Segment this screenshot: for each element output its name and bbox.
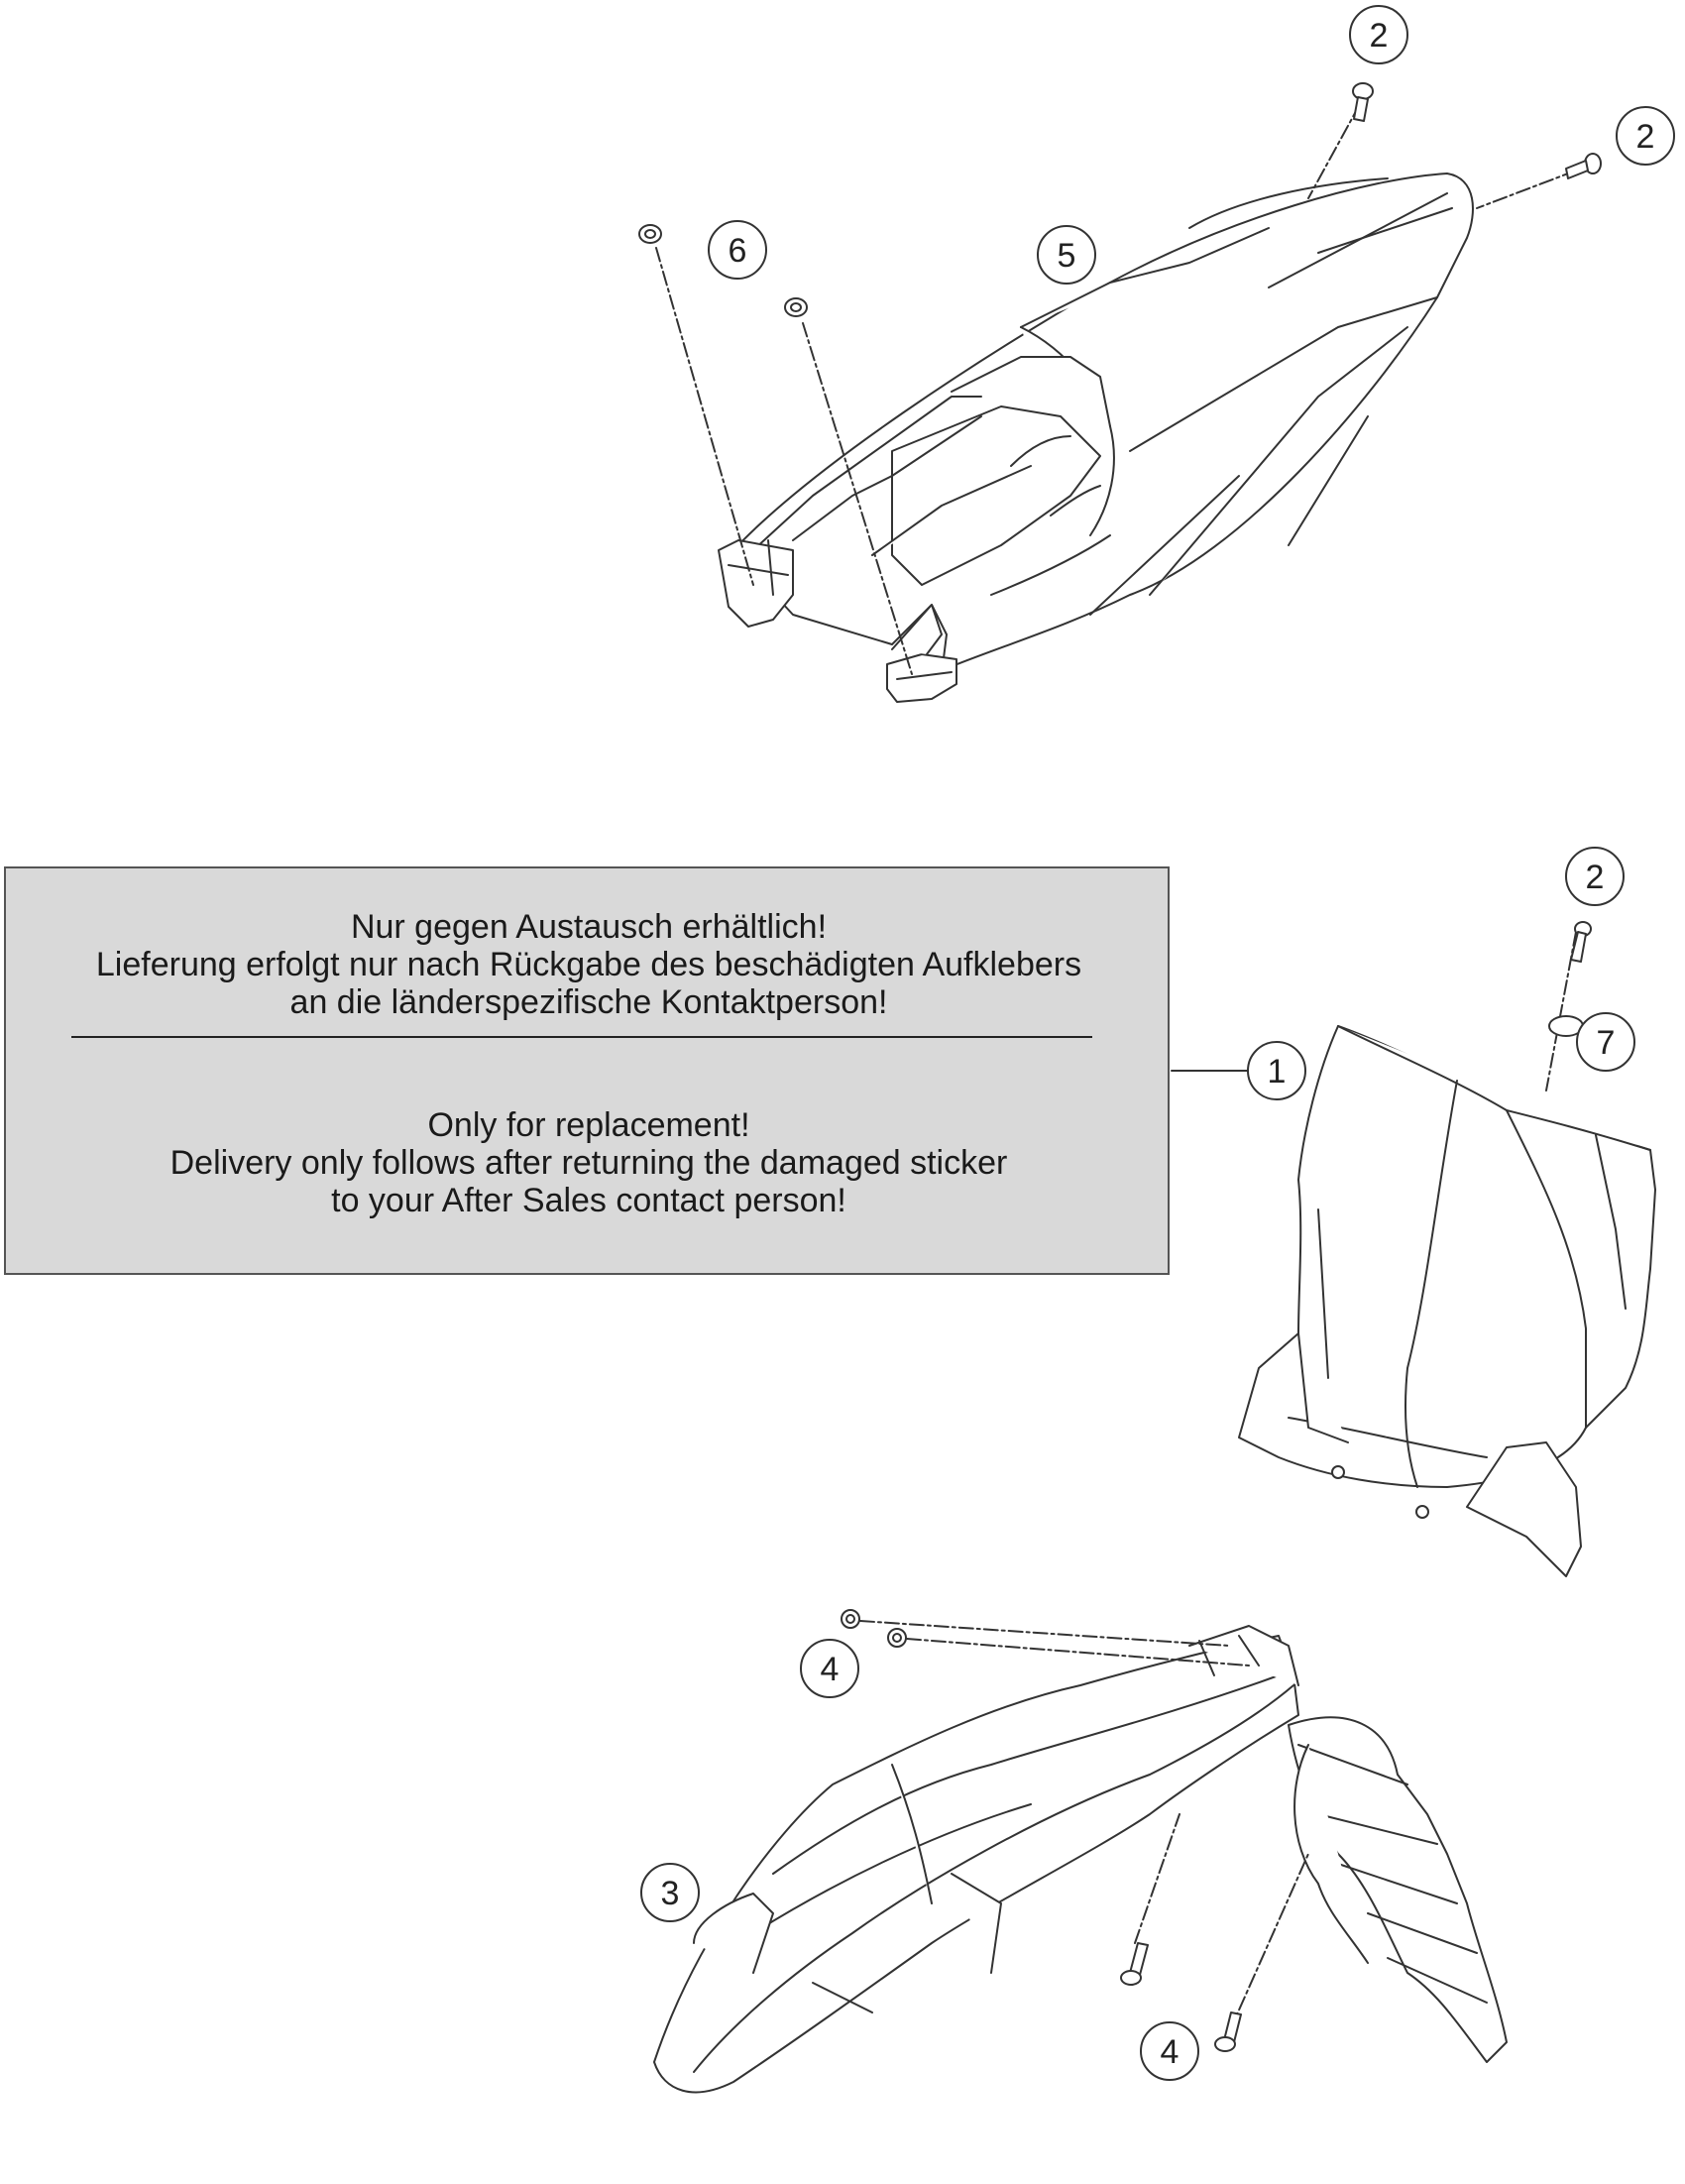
screw-4-bottom-b bbox=[1215, 2012, 1241, 2051]
svg-text:5: 5 bbox=[1057, 237, 1076, 275]
notice-english-line-3: to your After Sales contact person! bbox=[331, 1182, 846, 1219]
nut-6-left bbox=[639, 225, 661, 243]
svg-text:4: 4 bbox=[820, 1651, 840, 1688]
callout-1 bbox=[1248, 1042, 1305, 1099]
replacement-notice-box bbox=[4, 866, 1170, 1275]
callout-2-mask bbox=[1566, 848, 1624, 905]
notice-german-line-1: Nur gegen Austausch erhältlich! bbox=[350, 908, 828, 946]
svg-text:2: 2 bbox=[1585, 859, 1605, 896]
svg-text:3: 3 bbox=[660, 1875, 680, 1912]
notice-divider bbox=[71, 1036, 1092, 1038]
svg-text:1: 1 bbox=[1267, 1053, 1287, 1091]
screw-4-top-a bbox=[842, 1610, 859, 1628]
svg-text:4: 4 bbox=[1160, 2033, 1180, 2071]
notice-german-line-2: Lieferung erfolgt nur nach Rückgabe des beschädigten Aufklebers bbox=[95, 946, 1082, 983]
callout-3 bbox=[641, 1864, 699, 1921]
front-fender-part-3 bbox=[654, 1626, 1507, 2092]
screw-4-bottom-a bbox=[1121, 1943, 1148, 1985]
callout-6 bbox=[709, 221, 766, 279]
svg-text:7: 7 bbox=[1596, 1024, 1616, 1062]
headlight-mask-part-1 bbox=[1239, 1026, 1655, 1576]
notice-german bbox=[6, 908, 1172, 1021]
screw-2-rear-side bbox=[1566, 154, 1601, 178]
notice-english-line-1: Only for replacement! bbox=[427, 1106, 750, 1144]
callout-2-rear-top bbox=[1350, 6, 1407, 63]
svg-text:6: 6 bbox=[728, 232, 747, 270]
callout-2-rear-side bbox=[1617, 107, 1674, 165]
callout-4-bottom bbox=[1141, 2022, 1198, 2080]
callout-7 bbox=[1577, 1013, 1634, 1071]
notice-english-line-2: Delivery only follows after returning the damaged sticker bbox=[169, 1144, 1008, 1182]
callout-4-top bbox=[801, 1640, 858, 1697]
notice-german-line-3: an die länderspezifische Kontaktperson! bbox=[289, 983, 888, 1021]
notice-english bbox=[6, 1106, 1172, 1219]
nut-6-right bbox=[785, 298, 807, 316]
screw-2-rear-top bbox=[1353, 83, 1373, 121]
screw-4-top-b bbox=[888, 1629, 906, 1647]
svg-text:2: 2 bbox=[1635, 118, 1655, 156]
callout-5 bbox=[1038, 226, 1095, 284]
svg-text:2: 2 bbox=[1369, 17, 1389, 55]
